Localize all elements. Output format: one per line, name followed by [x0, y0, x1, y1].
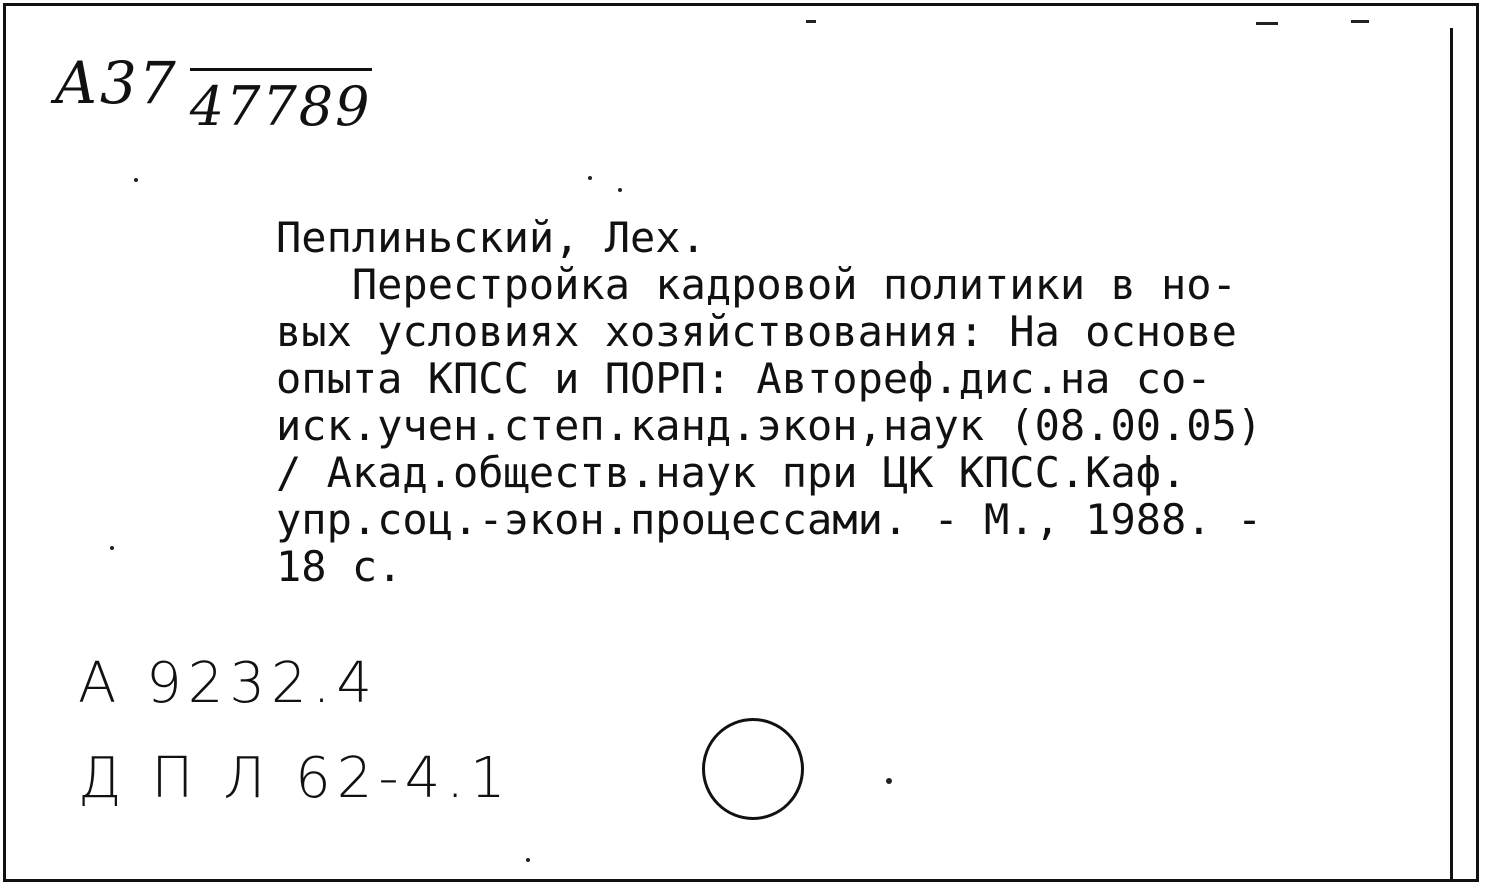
shelf-mark-2: Д П Л 62-4.1 — [78, 746, 512, 811]
call-number-prefix: А37 — [54, 49, 178, 117]
card-mark — [806, 20, 816, 23]
description-line: вых условиях хозяйствования: На основе — [276, 307, 1237, 356]
call-number-value: 47789 — [190, 68, 372, 138]
circle-stamp-mark — [702, 718, 804, 820]
speck — [110, 546, 114, 550]
bibliographic-entry — [276, 214, 1446, 590]
description-line: 18 с. — [276, 542, 403, 591]
speck — [588, 176, 592, 180]
card-mark — [1256, 22, 1278, 25]
speck — [134, 178, 138, 182]
card-right-rule — [1450, 28, 1453, 882]
description-line: / Акад.обществ.наук при ЦК КПСС.Каф. — [276, 448, 1187, 497]
author-heading: Пеплиньский, Лех. — [276, 213, 706, 262]
description-line: упр.соц.-экон.процессами. - М., 1988. - — [276, 495, 1263, 544]
speck — [886, 778, 892, 784]
card-mark — [1351, 20, 1369, 23]
description-line: опыта КПСС и ПОРП: Автореф.дис.на со- — [276, 354, 1212, 403]
call-number-top — [54, 46, 372, 138]
speck — [526, 858, 530, 862]
shelf-mark-1: А 9232.4 — [78, 651, 379, 716]
speck — [618, 188, 622, 192]
description-line: иск.учен.степ.канд.экон,наук (08.00.05) — [276, 401, 1263, 450]
catalog-card — [3, 3, 1479, 882]
description-line: Перестройка кадровой политики в но- — [276, 260, 1237, 309]
